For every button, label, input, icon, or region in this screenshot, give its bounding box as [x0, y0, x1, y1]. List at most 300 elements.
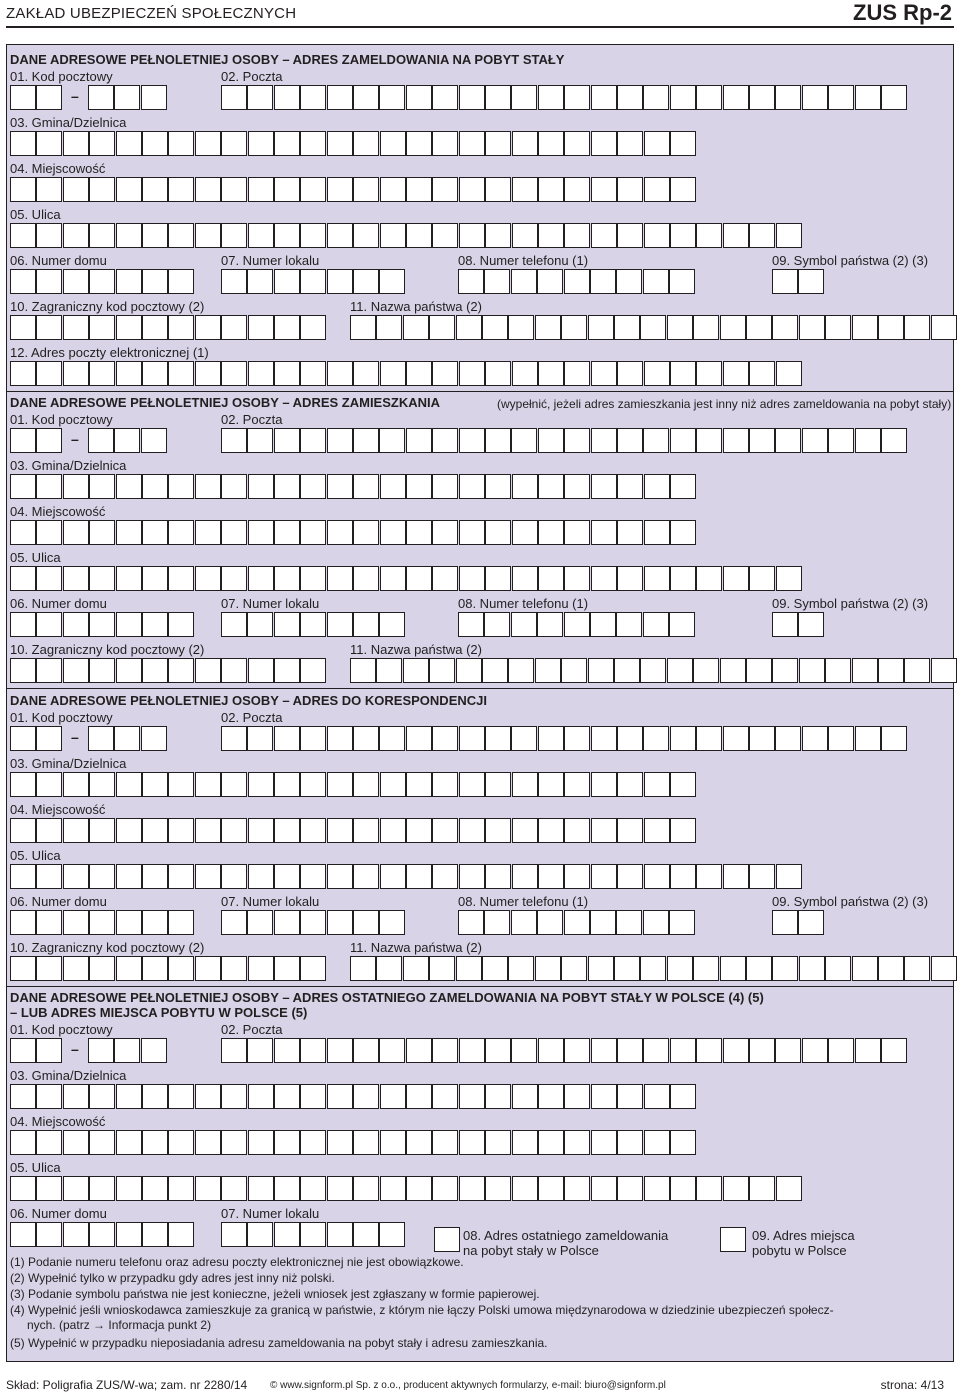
post-office-char-box[interactable]: [749, 85, 775, 110]
commune-char-box[interactable]: [142, 1084, 168, 1109]
post-office-char-box[interactable]: [511, 428, 537, 453]
country-name-char-box[interactable]: [904, 658, 930, 683]
post-office-char-box[interactable]: [511, 1038, 537, 1063]
foreign-postal-code-char-box[interactable]: [142, 658, 168, 683]
street-char-box[interactable]: [274, 864, 300, 889]
street-char-box[interactable]: [749, 223, 775, 248]
apartment-number-char-box[interactable]: [379, 1222, 405, 1247]
street-char-box[interactable]: [116, 566, 142, 591]
apartment-number-char-box[interactable]: [379, 269, 405, 294]
phone-char-box[interactable]: [564, 612, 590, 637]
postal-code-part2-char-box[interactable]: [141, 85, 167, 110]
foreign-postal-code-char-box[interactable]: [168, 315, 194, 340]
commune-char-box[interactable]: [459, 1084, 485, 1109]
commune-char-box[interactable]: [644, 131, 670, 156]
locality-char-box[interactable]: [63, 520, 89, 545]
house-number-char-box[interactable]: [63, 612, 89, 637]
postal-code-part2-char-box[interactable]: [114, 1038, 140, 1063]
post-office-char-box[interactable]: [379, 1038, 405, 1063]
country-name-char-box[interactable]: [640, 315, 666, 340]
post-office-char-box[interactable]: [221, 85, 247, 110]
house-number-char-box[interactable]: [36, 1222, 62, 1247]
house-number-char-box[interactable]: [116, 1222, 142, 1247]
commune-char-box[interactable]: [617, 474, 643, 499]
locality-char-box[interactable]: [564, 818, 590, 843]
country-name-char-box[interactable]: [772, 956, 798, 981]
street-char-box[interactable]: [168, 223, 194, 248]
locality-char-box[interactable]: [89, 818, 115, 843]
locality-char-box[interactable]: [353, 177, 379, 202]
email-char-box[interactable]: [459, 361, 485, 386]
phone-char-box[interactable]: [511, 612, 537, 637]
commune-char-box[interactable]: [670, 1084, 696, 1109]
post-office-char-box[interactable]: [749, 1038, 775, 1063]
street-char-box[interactable]: [221, 1176, 247, 1201]
commune-char-box[interactable]: [89, 474, 115, 499]
street-char-box[interactable]: [696, 566, 722, 591]
apartment-number-char-box[interactable]: [379, 612, 405, 637]
country-name-char-box[interactable]: [799, 658, 825, 683]
commune-char-box[interactable]: [195, 1084, 221, 1109]
country-name-char-box[interactable]: [508, 658, 534, 683]
post-office-char-box[interactable]: [538, 1038, 564, 1063]
post-office-char-box[interactable]: [591, 726, 617, 751]
street-char-box[interactable]: [142, 223, 168, 248]
street-char-box[interactable]: [696, 223, 722, 248]
street-char-box[interactable]: [723, 566, 749, 591]
street-char-box[interactable]: [644, 864, 670, 889]
locality-char-box[interactable]: [195, 520, 221, 545]
commune-char-box[interactable]: [432, 474, 458, 499]
street-char-box[interactable]: [380, 223, 406, 248]
post-office-char-box[interactable]: [749, 428, 775, 453]
postal-code-part1-char-box[interactable]: [10, 428, 36, 453]
post-office-char-box[interactable]: [643, 85, 669, 110]
apartment-number-char-box[interactable]: [353, 1222, 379, 1247]
foreign-postal-code-char-box[interactable]: [221, 658, 247, 683]
commune-char-box[interactable]: [591, 474, 617, 499]
foreign-postal-code-char-box[interactable]: [10, 658, 36, 683]
locality-char-box[interactable]: [406, 818, 432, 843]
country-name-char-box[interactable]: [561, 956, 587, 981]
commune-char-box[interactable]: [63, 1084, 89, 1109]
locality-char-box[interactable]: [591, 1130, 617, 1155]
commune-char-box[interactable]: [353, 772, 379, 797]
commune-char-box[interactable]: [248, 474, 274, 499]
house-number-char-box[interactable]: [36, 269, 62, 294]
apartment-number-char-box[interactable]: [353, 910, 379, 935]
locality-char-box[interactable]: [380, 818, 406, 843]
apartment-number-char-box[interactable]: [247, 269, 273, 294]
email-char-box[interactable]: [591, 361, 617, 386]
foreign-postal-code-char-box[interactable]: [274, 315, 300, 340]
street-char-box[interactable]: [512, 566, 538, 591]
post-office-char-box[interactable]: [749, 726, 775, 751]
post-office-char-box[interactable]: [247, 726, 273, 751]
locality-char-box[interactable]: [485, 520, 511, 545]
street-char-box[interactable]: [274, 566, 300, 591]
commune-char-box[interactable]: [485, 131, 511, 156]
country-name-char-box[interactable]: [614, 315, 640, 340]
email-char-box[interactable]: [406, 361, 432, 386]
street-char-box[interactable]: [670, 223, 696, 248]
commune-char-box[interactable]: [168, 772, 194, 797]
country-name-char-box[interactable]: [614, 658, 640, 683]
post-office-char-box[interactable]: [379, 726, 405, 751]
street-char-box[interactable]: [644, 223, 670, 248]
locality-char-box[interactable]: [63, 818, 89, 843]
email-char-box[interactable]: [353, 361, 379, 386]
commune-char-box[interactable]: [63, 772, 89, 797]
post-office-char-box[interactable]: [723, 1038, 749, 1063]
post-office-char-box[interactable]: [379, 85, 405, 110]
foreign-postal-code-char-box[interactable]: [63, 315, 89, 340]
street-char-box[interactable]: [512, 864, 538, 889]
locality-char-box[interactable]: [459, 177, 485, 202]
commune-char-box[interactable]: [538, 1084, 564, 1109]
commune-char-box[interactable]: [10, 772, 36, 797]
postal-code-part1-char-box[interactable]: [36, 726, 62, 751]
phone-char-box[interactable]: [511, 910, 537, 935]
email-char-box[interactable]: [564, 361, 590, 386]
foreign-postal-code-char-box[interactable]: [248, 956, 274, 981]
post-office-char-box[interactable]: [274, 85, 300, 110]
country-name-char-box[interactable]: [614, 956, 640, 981]
street-char-box[interactable]: [776, 1176, 802, 1201]
commune-char-box[interactable]: [36, 772, 62, 797]
commune-char-box[interactable]: [353, 1084, 379, 1109]
locality-char-box[interactable]: [432, 520, 458, 545]
foreign-postal-code-char-box[interactable]: [10, 315, 36, 340]
country-name-char-box[interactable]: [535, 956, 561, 981]
post-office-char-box[interactable]: [538, 85, 564, 110]
phone-char-box[interactable]: [616, 910, 642, 935]
email-char-box[interactable]: [485, 361, 511, 386]
email-char-box[interactable]: [749, 361, 775, 386]
commune-char-box[interactable]: [406, 474, 432, 499]
commune-char-box[interactable]: [116, 474, 142, 499]
country-name-char-box[interactable]: [852, 658, 878, 683]
post-office-char-box[interactable]: [485, 85, 511, 110]
country-name-char-box[interactable]: [852, 315, 878, 340]
street-char-box[interactable]: [63, 566, 89, 591]
locality-char-box[interactable]: [564, 1130, 590, 1155]
country-name-char-box[interactable]: [350, 658, 376, 683]
locality-char-box[interactable]: [617, 177, 643, 202]
postal-code-part2-char-box[interactable]: [114, 428, 140, 453]
street-char-box[interactable]: [538, 566, 564, 591]
street-char-box[interactable]: [749, 1176, 775, 1201]
locality-char-box[interactable]: [168, 1130, 194, 1155]
commune-char-box[interactable]: [10, 131, 36, 156]
locality-char-box[interactable]: [564, 520, 590, 545]
commune-char-box[interactable]: [564, 131, 590, 156]
post-office-char-box[interactable]: [485, 1038, 511, 1063]
locality-char-box[interactable]: [116, 1130, 142, 1155]
email-char-box[interactable]: [380, 361, 406, 386]
post-office-char-box[interactable]: [300, 1038, 326, 1063]
phone-char-box[interactable]: [616, 269, 642, 294]
foreign-postal-code-char-box[interactable]: [195, 658, 221, 683]
post-office-char-box[interactable]: [643, 1038, 669, 1063]
country-name-char-box[interactable]: [350, 315, 376, 340]
street-char-box[interactable]: [300, 1176, 326, 1201]
commune-char-box[interactable]: [617, 131, 643, 156]
locality-char-box[interactable]: [670, 1130, 696, 1155]
country-symbol-char-box[interactable]: [798, 269, 824, 294]
foreign-postal-code-char-box[interactable]: [89, 658, 115, 683]
foreign-postal-code-char-box[interactable]: [300, 658, 326, 683]
foreign-postal-code-char-box[interactable]: [168, 956, 194, 981]
locality-char-box[interactable]: [485, 1130, 511, 1155]
locality-char-box[interactable]: [617, 1130, 643, 1155]
email-char-box[interactable]: [116, 361, 142, 386]
country-name-char-box[interactable]: [878, 956, 904, 981]
locality-char-box[interactable]: [300, 818, 326, 843]
email-char-box[interactable]: [36, 361, 62, 386]
foreign-postal-code-char-box[interactable]: [36, 956, 62, 981]
postal-code-part1-char-box[interactable]: [36, 85, 62, 110]
street-char-box[interactable]: [300, 566, 326, 591]
email-char-box[interactable]: [696, 361, 722, 386]
street-char-box[interactable]: [380, 566, 406, 591]
country-name-char-box[interactable]: [482, 658, 508, 683]
email-char-box[interactable]: [512, 361, 538, 386]
foreign-postal-code-char-box[interactable]: [116, 315, 142, 340]
street-char-box[interactable]: [564, 864, 590, 889]
street-char-box[interactable]: [327, 864, 353, 889]
street-char-box[interactable]: [406, 223, 432, 248]
country-name-char-box[interactable]: [931, 956, 957, 981]
commune-char-box[interactable]: [670, 474, 696, 499]
street-char-box[interactable]: [195, 1176, 221, 1201]
locality-char-box[interactable]: [89, 520, 115, 545]
street-char-box[interactable]: [485, 1176, 511, 1201]
locality-char-box[interactable]: [10, 818, 36, 843]
locality-char-box[interactable]: [380, 1130, 406, 1155]
commune-char-box[interactable]: [380, 1084, 406, 1109]
email-char-box[interactable]: [538, 361, 564, 386]
post-office-char-box[interactable]: [617, 726, 643, 751]
foreign-postal-code-char-box[interactable]: [36, 658, 62, 683]
street-char-box[interactable]: [432, 223, 458, 248]
phone-char-box[interactable]: [537, 612, 563, 637]
phone-char-box[interactable]: [564, 910, 590, 935]
email-char-box[interactable]: [300, 361, 326, 386]
apartment-number-char-box[interactable]: [300, 1222, 326, 1247]
street-char-box[interactable]: [300, 223, 326, 248]
locality-char-box[interactable]: [142, 520, 168, 545]
street-char-box[interactable]: [142, 566, 168, 591]
apartment-number-char-box[interactable]: [327, 910, 353, 935]
post-office-char-box[interactable]: [881, 428, 907, 453]
post-office-char-box[interactable]: [643, 428, 669, 453]
post-office-char-box[interactable]: [591, 1038, 617, 1063]
street-char-box[interactable]: [696, 1176, 722, 1201]
post-office-char-box[interactable]: [802, 726, 828, 751]
locality-char-box[interactable]: [221, 818, 247, 843]
foreign-postal-code-char-box[interactable]: [36, 315, 62, 340]
locality-char-box[interactable]: [10, 1130, 36, 1155]
street-char-box[interactable]: [723, 864, 749, 889]
street-char-box[interactable]: [512, 1176, 538, 1201]
locality-char-box[interactable]: [248, 520, 274, 545]
locality-char-box[interactable]: [116, 520, 142, 545]
commune-char-box[interactable]: [63, 131, 89, 156]
locality-char-box[interactable]: [591, 818, 617, 843]
foreign-postal-code-char-box[interactable]: [221, 956, 247, 981]
locality-char-box[interactable]: [63, 1130, 89, 1155]
street-char-box[interactable]: [89, 1176, 115, 1201]
phone-char-box[interactable]: [484, 910, 510, 935]
post-office-char-box[interactable]: [274, 726, 300, 751]
locality-char-box[interactable]: [300, 1130, 326, 1155]
country-name-char-box[interactable]: [931, 315, 957, 340]
country-name-char-box[interactable]: [482, 315, 508, 340]
street-char-box[interactable]: [10, 1176, 36, 1201]
locality-char-box[interactable]: [485, 818, 511, 843]
phone-char-box[interactable]: [564, 269, 590, 294]
locality-char-box[interactable]: [591, 520, 617, 545]
house-number-char-box[interactable]: [142, 269, 168, 294]
locality-char-box[interactable]: [644, 520, 670, 545]
commune-char-box[interactable]: [300, 131, 326, 156]
country-name-char-box[interactable]: [825, 956, 851, 981]
country-name-char-box[interactable]: [456, 315, 482, 340]
country-name-char-box[interactable]: [376, 956, 402, 981]
locality-char-box[interactable]: [221, 520, 247, 545]
house-number-char-box[interactable]: [168, 910, 194, 935]
locality-char-box[interactable]: [538, 1130, 564, 1155]
post-office-char-box[interactable]: [459, 85, 485, 110]
post-office-char-box[interactable]: [696, 1038, 722, 1063]
street-char-box[interactable]: [36, 223, 62, 248]
post-office-char-box[interactable]: [432, 1038, 458, 1063]
locality-char-box[interactable]: [274, 818, 300, 843]
locality-char-box[interactable]: [406, 520, 432, 545]
locality-char-box[interactable]: [248, 1130, 274, 1155]
street-char-box[interactable]: [327, 1176, 353, 1201]
phone-char-box[interactable]: [590, 269, 616, 294]
foreign-postal-code-char-box[interactable]: [63, 956, 89, 981]
country-name-char-box[interactable]: [720, 956, 746, 981]
street-char-box[interactable]: [221, 566, 247, 591]
street-char-box[interactable]: [485, 864, 511, 889]
post-office-char-box[interactable]: [802, 85, 828, 110]
country-name-char-box[interactable]: [693, 315, 719, 340]
postal-code-part1-char-box[interactable]: [10, 85, 36, 110]
house-number-char-box[interactable]: [89, 612, 115, 637]
locality-char-box[interactable]: [274, 1130, 300, 1155]
house-number-char-box[interactable]: [116, 612, 142, 637]
apartment-number-char-box[interactable]: [221, 269, 247, 294]
locality-char-box[interactable]: [221, 177, 247, 202]
locality-char-box[interactable]: [327, 818, 353, 843]
post-office-char-box[interactable]: [696, 726, 722, 751]
street-char-box[interactable]: [274, 1176, 300, 1201]
country-name-char-box[interactable]: [482, 956, 508, 981]
commune-char-box[interactable]: [380, 772, 406, 797]
post-office-char-box[interactable]: [247, 85, 273, 110]
commune-char-box[interactable]: [10, 474, 36, 499]
locality-char-box[interactable]: [406, 177, 432, 202]
locality-char-box[interactable]: [617, 818, 643, 843]
commune-char-box[interactable]: [89, 1084, 115, 1109]
street-char-box[interactable]: [195, 223, 221, 248]
commune-char-box[interactable]: [564, 772, 590, 797]
foreign-postal-code-char-box[interactable]: [195, 315, 221, 340]
commune-char-box[interactable]: [512, 772, 538, 797]
commune-char-box[interactable]: [617, 1084, 643, 1109]
country-name-char-box[interactable]: [667, 658, 693, 683]
locality-char-box[interactable]: [644, 818, 670, 843]
commune-char-box[interactable]: [353, 131, 379, 156]
postal-code-part1-char-box[interactable]: [10, 726, 36, 751]
last-registration-checkbox-char-box[interactable]: [434, 1227, 460, 1252]
street-char-box[interactable]: [459, 223, 485, 248]
commune-char-box[interactable]: [538, 131, 564, 156]
postal-code-part1-char-box[interactable]: [36, 428, 62, 453]
apartment-number-char-box[interactable]: [247, 612, 273, 637]
locality-char-box[interactable]: [36, 1130, 62, 1155]
country-name-char-box[interactable]: [429, 658, 455, 683]
post-office-char-box[interactable]: [353, 726, 379, 751]
country-name-char-box[interactable]: [403, 956, 429, 981]
apartment-number-char-box[interactable]: [221, 910, 247, 935]
post-office-char-box[interactable]: [564, 1038, 590, 1063]
country-symbol-char-box[interactable]: [772, 269, 798, 294]
phone-char-box[interactable]: [484, 269, 510, 294]
foreign-postal-code-char-box[interactable]: [116, 658, 142, 683]
country-name-char-box[interactable]: [376, 315, 402, 340]
country-name-char-box[interactable]: [878, 658, 904, 683]
post-office-char-box[interactable]: [459, 726, 485, 751]
apartment-number-char-box[interactable]: [274, 910, 300, 935]
stay-address-checkbox-char-box[interactable]: [720, 1227, 746, 1252]
post-office-char-box[interactable]: [775, 85, 801, 110]
country-name-char-box[interactable]: [693, 956, 719, 981]
post-office-char-box[interactable]: [881, 1038, 907, 1063]
street-char-box[interactable]: [723, 1176, 749, 1201]
locality-char-box[interactable]: [168, 818, 194, 843]
house-number-char-box[interactable]: [116, 269, 142, 294]
post-office-char-box[interactable]: [406, 85, 432, 110]
post-office-char-box[interactable]: [591, 85, 617, 110]
locality-char-box[interactable]: [432, 177, 458, 202]
post-office-char-box[interactable]: [828, 428, 854, 453]
email-char-box[interactable]: [221, 361, 247, 386]
street-char-box[interactable]: [644, 1176, 670, 1201]
locality-char-box[interactable]: [538, 177, 564, 202]
foreign-postal-code-char-box[interactable]: [89, 956, 115, 981]
house-number-char-box[interactable]: [168, 1222, 194, 1247]
foreign-postal-code-char-box[interactable]: [248, 315, 274, 340]
street-char-box[interactable]: [353, 223, 379, 248]
country-name-char-box[interactable]: [799, 956, 825, 981]
commune-char-box[interactable]: [485, 474, 511, 499]
post-office-char-box[interactable]: [511, 85, 537, 110]
locality-char-box[interactable]: [274, 177, 300, 202]
house-number-char-box[interactable]: [168, 269, 194, 294]
postal-code-part1-char-box[interactable]: [10, 1038, 36, 1063]
street-char-box[interactable]: [696, 864, 722, 889]
country-name-char-box[interactable]: [746, 956, 772, 981]
locality-char-box[interactable]: [670, 520, 696, 545]
post-office-char-box[interactable]: [828, 1038, 854, 1063]
locality-char-box[interactable]: [406, 1130, 432, 1155]
phone-char-box[interactable]: [511, 269, 537, 294]
locality-char-box[interactable]: [300, 177, 326, 202]
